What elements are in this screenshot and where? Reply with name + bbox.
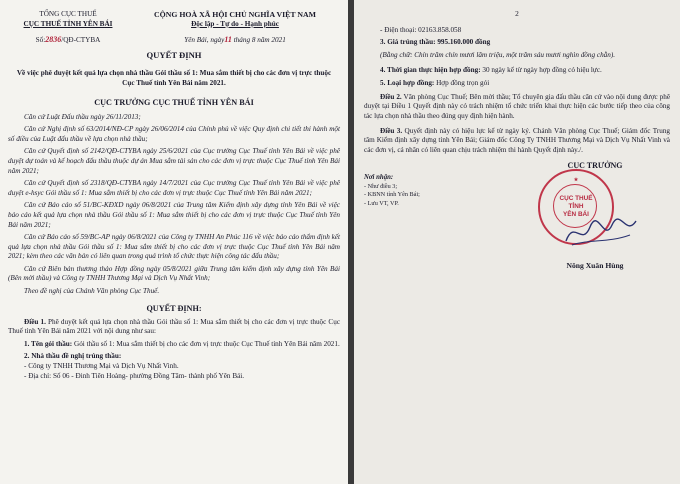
item-2-line2: - Địa chỉ: Số 06 - Đinh Tiên Hoàng- phường Đồng Tâm- thành phố Yên Bái. (24, 371, 245, 380)
signer-title: CỤC TRƯỞNG (567, 161, 623, 171)
doc-number: Số:2836/QĐ-CTYBA (35, 35, 101, 45)
ground-item: Theo đề nghị của Chánh Văn phòng Cục Thuế. (24, 287, 160, 296)
page-number: 2 (515, 9, 519, 19)
stamp-line3: YÊN BÁI (563, 211, 589, 219)
decision-title: QUYẾT ĐỊNH (146, 49, 202, 60)
article-2: Điều 2. Văn phòng Cục Thuế; Bên mời thầu; Tổ chuyên gia đấu thầu căn cứ vào nội dung được phê duyệt tại Điều 1 Quyết định này có trách nhiệm tổ chức triển khai thực hiện các bước tiếp theo của công tác lựa chọn nhà thầu theo đúng quy định hiện hành. (364, 92, 671, 120)
item-4: 4. Thời gian thực hiện hợp đồng: 30 ngày kể từ ngày hợp đồng có hiệu lực. (380, 65, 602, 74)
item-3-words: (Bằng chữ: Chín trăm chín mươi lăm triệu, một trăm sáu mươi nghìn đồng chẵn). (380, 50, 616, 59)
article-1: Điều 1. Phê duyệt kết quả lựa chọn nhà thầu Gói thầu số 1: Mua sắm thiết bị cho các đơn vị trực thuộc Cục Thuế tỉnh Yên Bái năm 2021 với nội dung như sau: (8, 317, 341, 336)
handwritten-signature (560, 213, 640, 253)
page-2 (354, 0, 680, 484)
stamp-line1: CỤC THUẾ (559, 195, 593, 203)
stamp-line2: TỈNH (568, 203, 584, 211)
document-header (8, 10, 340, 46)
ground-item: Căn cứ Báo cáo số 51/BC-KĐXD ngày 06/8/2021 của Trung tâm Kiểm định xây dựng tỉnh Yên Bái về việc báo cáo kết quả lựa chọn nhà thầu Gói thầu số 1: Mua sắm thiết bị cho các đơn vị trực thuộc Cục Thuế tỉnh Yên Bái năm 2021; (8, 201, 340, 229)
item-2-label: 2. Nhà thầu đề nghị trúng thầu: (24, 352, 122, 361)
item-1: 1. Tên gói thầu: Gói thầu số 1: Mua sắm thiết bị cho các đơn vị trực thuộc Cục Thuế tỉnh Yên Bái năm 2021. (24, 339, 340, 348)
recipients-block (364, 161, 484, 281)
signer-block (520, 161, 670, 281)
signature-section (364, 161, 670, 281)
decide-heading: QUYẾT ĐỊNH: (146, 303, 202, 313)
ground-item: Căn cứ Quyết định số 2318/QĐ-CTYBA ngày 14/7/2021 của Cục trưởng Cục Thuế tỉnh Yên Bái về việc phê duyệt e-hsyc Gói thầu số 1: Mua sắm thiết bị cho các đơn vị trực thuộc Cục Thuế tỉnh Yên Bái năm 2021; (8, 179, 340, 197)
recipient-item: - Lưu VT, VP. (364, 199, 399, 207)
item-3: 3. Giá trúng thầu: 995.160.000 đồng (380, 38, 491, 47)
issue-date: Yên Bái, ngày11 tháng 8 năm 2021 (184, 35, 286, 45)
decision-subtitle: Về việc phê duyệt kết quả lựa chọn nhà thầu Gói thầu số 1: Mua sắm thiết bị cho các đơn vị trực thuộc Cục Thuế tỉnh Yên Bái năm 2021. (16, 69, 332, 87)
motto: Độc lập - Tự do - Hạnh phúc (191, 19, 279, 28)
item-2-line1: - Công ty TNHH Thương Mại và Dịch Vụ Nhất Vinh. (24, 362, 179, 371)
recipient-item: - Như điều 3; (364, 182, 398, 190)
nation-block (130, 10, 340, 46)
ground-item: Căn cứ Quyết định số 2142/QĐ-CTYBA ngày 25/6/2021 của Cục trưởng Cục Thuế tỉnh Yên Bái về việc phê duyệt dự toán và kế hoạch đấu thầu thuộc dự án Mua sắm tài sản cho các đơn vị trực thuộc Cục Thuế tỉnh Yên Bái năm 2021; (8, 147, 340, 175)
agency-line1: TỔNG CỤC THUẾ (39, 10, 97, 18)
ground-item: Căn cứ Luật Đấu thầu ngày 26/11/2013; (24, 112, 141, 121)
item-5: 5. Loại hợp đồng: Hợp đồng trọn gói (380, 79, 490, 88)
agency-line2: CỤC THUẾ TỈNH YÊN BÁI (23, 19, 113, 28)
authority-title: CỤC TRƯỞNG CỤC THUẾ TỈNH YÊN BÁI (94, 97, 254, 107)
legal-grounds (8, 113, 340, 297)
ground-item: Căn cứ Báo cáo số 59/BC-AP ngày 06/8/2021 của Công ty TNHH An Phúc 116 về việc báo cáo thẩm định kết quả lựa chọn nhà thầu Gói thầu số 1: Mua sắm thiết bị cho các đơn vị trực thuộc Cục Thuế tỉnh Yên Bái năm 2021; kèm theo các văn bản có liên quan trong quá trình tổ chức thực hiện công tác đấu thầu; (8, 233, 340, 261)
signer-name: Nông Xuân Hùng (566, 261, 624, 271)
stamp-star-icon: ★ (573, 177, 579, 184)
article-3: Điều 3. Quyết định này có hiệu lực kể từ ngày ký. Chánh Văn phòng Cục Thuế; Giám đốc Trung tâm Kiểm định xây dựng tỉnh Yên Bái; Giám đốc Công Ty TNHH Thương Mại và Dịch Vụ Nhất Vinh và các đơn vị, cá nhân có liên quan chịu trách nhiệm thi hành Quyết định này./. (364, 126, 671, 154)
ground-item: Căn cứ Nghị định số 63/2014/NĐ-CP ngày 26/06/2014 của Chính phủ về việc Quy định chi tiết thi hành một số điều của Luật đấu thầu về lựa chọn nhà thầu; (8, 125, 340, 143)
nation-title: CỘNG HOÀ XÃ HỘI CHỦ NGHĨA VIỆT NAM (154, 10, 316, 19)
doc-number-handwritten: 2836 (45, 35, 62, 45)
agency-block (8, 10, 128, 46)
contractor-phone: - Điện thoại: 02163.858.058 (380, 25, 462, 34)
issue-day-handwritten: 11 (224, 35, 232, 45)
recipient-item: - KBNN tỉnh Yên Bái; (364, 191, 420, 199)
recipients-title: Nơi nhận: (364, 174, 394, 182)
ground-item: Căn cứ Biên bản thương thảo Hợp đồng ngày 05/8/2021 giữa Trung tâm kiểm định xây dựng tỉnh Yên Bái (Bên mời thầu) và Công ty TNHH Thương Mại và Dịch Vụ Nhất Vinh; (8, 264, 340, 283)
